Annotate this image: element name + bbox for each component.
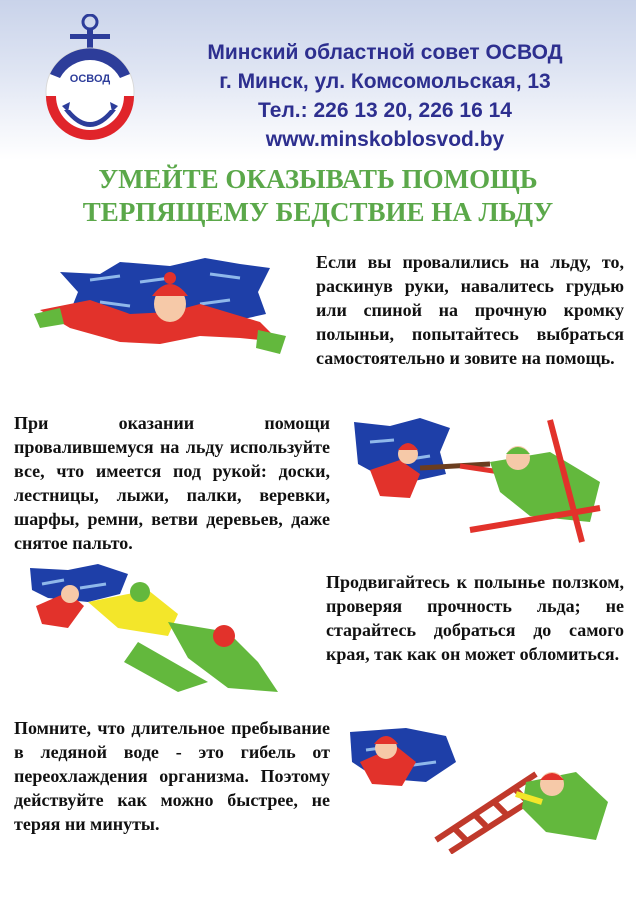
logo-label: ОСВОД [69, 73, 111, 85]
ladder-rescue-illustration [346, 722, 614, 854]
org-name: Минский областной совет ОСВОД [207, 41, 563, 64]
title-line-2: ТЕРПЯЩЕМУ БЕДСТВИЕ НА ЛЬДУ [82, 197, 554, 227]
anchor-ring-icon [83, 15, 97, 29]
osvod-logo [40, 14, 140, 150]
org-address: г. Минск, ул. Комсомольская, 13 [219, 70, 551, 93]
advice-use-available-items: При оказании помощи провалившемуся на льду используйте все, что имеется под рукой: доски, лестницы, лыжи, палки, веревки, шарфы, ремни, ветви деревьев, даже снятое пальто. [14, 413, 330, 553]
page-title [0, 163, 636, 229]
advice-act-quickly: Помните, что длительное пребывание в ледяной воде - это гибель от переохлаждения организма. Поэтому действуйте как можно быстрее, не теряя ни минуты. [14, 718, 330, 834]
org-phones: Тел.: 226 13 20, 226 16 14 [258, 99, 512, 122]
ski-rescue-illustration [350, 412, 612, 550]
advice-crawl-approach: Продвигайтесь к полынье ползком, проверяя прочность льда; не старайтесь добраться до самого края, так как он может обломиться. [326, 572, 624, 664]
org-website: www.minskoblosvod.by [265, 128, 505, 151]
human-chain-illustration [28, 562, 290, 702]
organization-info [150, 38, 620, 154]
fallen-through-ice-illustration [30, 252, 298, 372]
title-line-1: УМЕЙТЕ ОКАЗЫВАТЬ ПОМОЩЬ [98, 164, 538, 194]
advice-fallen-through: Если вы провалились на льду, то, раскинув руки, навалитесь грудью или спиной на прочную кромку полыньи, попытайтесь выбраться самостоятельно и зовите на помощь. [316, 252, 624, 368]
